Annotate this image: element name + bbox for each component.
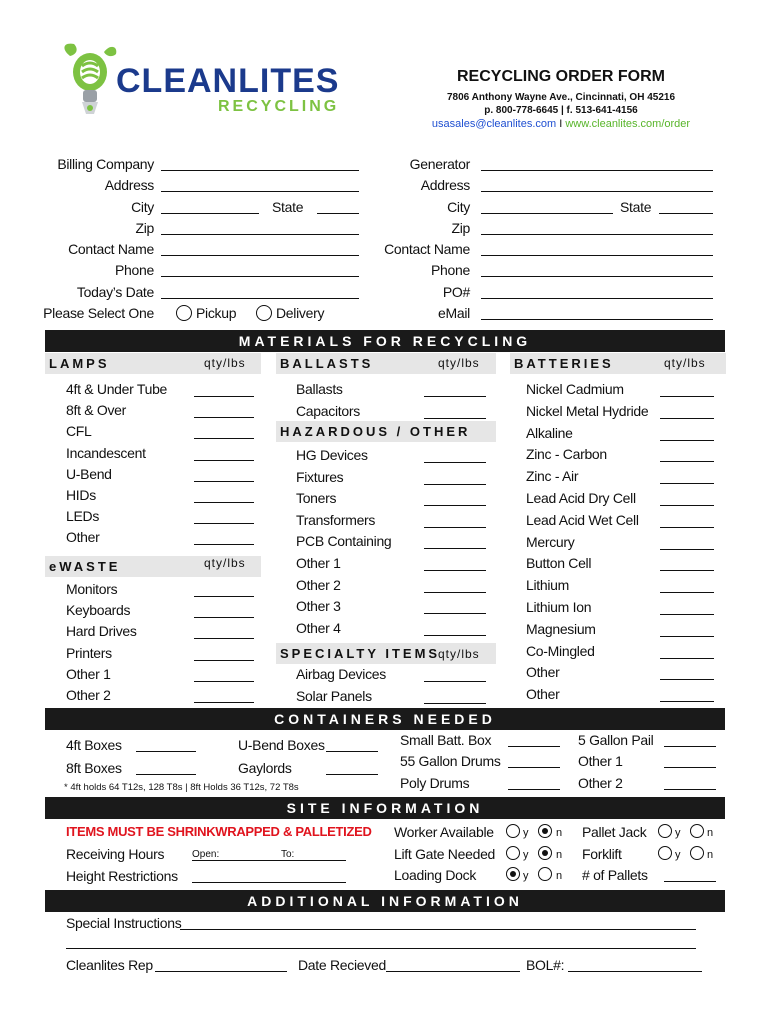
drums-55-label: 55 Gallon Drums xyxy=(400,753,501,769)
worker-yes-label: y xyxy=(523,827,529,839)
specialty-qty-field[interactable] xyxy=(424,681,486,682)
batteries-qty-field[interactable] xyxy=(660,636,714,637)
batteries-item-label: Other xyxy=(526,686,560,703)
batteries-qty-field[interactable] xyxy=(660,658,714,659)
pickup-radio[interactable] xyxy=(176,305,192,321)
height-restrictions-label: Height Restrictions xyxy=(66,868,178,884)
small-batt-box-field[interactable] xyxy=(508,746,560,747)
lift-gate-label: Lift Gate Needed xyxy=(394,846,496,862)
container-other2-label: Other 2 xyxy=(578,775,623,791)
containers-bar: CONTAINERS NEEDED xyxy=(45,708,725,730)
pallet-jack-no[interactable] xyxy=(690,824,704,838)
lamps-qty-label: qty/lbs xyxy=(204,356,246,370)
pallet-jack-label: Pallet Jack xyxy=(582,824,647,840)
batteries-item-label: Lithium xyxy=(526,577,570,594)
drums-55-field[interactable] xyxy=(508,767,560,768)
generator-city-field[interactable] xyxy=(481,213,613,214)
generator-zip-field[interactable] xyxy=(481,234,713,235)
batteries-item-label: Lead Acid Dry Cell xyxy=(526,490,636,506)
hazardous-qty-field[interactable] xyxy=(424,462,486,463)
receiving-hours-field[interactable] xyxy=(192,860,346,861)
ewaste-qty-label: qty/lbs xyxy=(204,556,246,570)
ewaste-item-label: Other 2 xyxy=(66,687,111,703)
lamps-qty-field[interactable] xyxy=(194,417,254,418)
generator-contact-label: Contact Name xyxy=(384,241,470,257)
loading-dock-no[interactable] xyxy=(538,867,552,881)
date-received-label: Date Recieved xyxy=(298,957,386,973)
form-title: RECYCLING ORDER FORM xyxy=(457,68,665,85)
ewaste-item-label: Printers xyxy=(66,644,112,661)
ewaste-qty-field[interactable] xyxy=(194,596,254,597)
batteries-item-label: Alkaline xyxy=(526,424,573,441)
please-select-label: Please Select One xyxy=(43,305,154,321)
forklift-no[interactable] xyxy=(690,846,704,860)
loading-dock-label: Loading Dock xyxy=(394,867,477,883)
generator-field[interactable] xyxy=(481,170,713,171)
lift-gate-yes[interactable] xyxy=(506,846,520,860)
worker-no-label: n xyxy=(556,827,563,839)
cleanlites-rep-label: Cleanlites Rep xyxy=(66,957,153,973)
ballasts-qty-field[interactable] xyxy=(424,396,486,397)
site-bar: SITE INFORMATION xyxy=(45,797,725,819)
ballasts-qty-field[interactable] xyxy=(424,418,486,419)
batteries-item-label: Magnesium xyxy=(526,620,596,637)
batteries-qty-field[interactable] xyxy=(660,549,714,550)
worker-available-no[interactable] xyxy=(538,824,552,838)
bol-label: BOL#: xyxy=(526,957,565,973)
container-other1-label: Other 1 xyxy=(578,753,623,769)
billing-address-label: Address xyxy=(104,177,154,193)
ballasts-item-label: Ballasts xyxy=(296,381,343,397)
ewaste-qty-field[interactable] xyxy=(194,638,254,639)
hazardous-item-label: HG Devices xyxy=(296,447,368,463)
email-link[interactable]: usasales@cleanlites.com xyxy=(431,118,557,130)
shrinkwrap-warning: ITEMS MUST BE SHRINKWRAPPED & PALLETIZED xyxy=(66,824,372,839)
specialty-qty-field[interactable] xyxy=(424,703,486,704)
billing-contact-label: Contact Name xyxy=(68,241,154,257)
lamps-item-label: 8ft & Over xyxy=(66,402,127,419)
email-label: eMail xyxy=(438,305,470,321)
ewaste-item-label: Keyboards xyxy=(66,602,131,619)
generator-city-label: City xyxy=(447,199,470,215)
ballasts-header: BALLASTS xyxy=(276,353,496,374)
loading-dock-yes-label: y xyxy=(523,870,529,882)
batteries-qty-field[interactable] xyxy=(660,418,714,419)
lamps-item-label: CFL xyxy=(66,423,92,440)
hazardous-item-label: Transformers xyxy=(296,511,376,528)
batteries-item-label: Zinc - Carbon xyxy=(526,446,607,463)
lamps-qty-field[interactable] xyxy=(194,438,254,439)
ewaste-item-label: Other 1 xyxy=(66,665,111,682)
lamps-item-label: Incandescent xyxy=(66,444,146,461)
forklift-label: Forklift xyxy=(582,846,622,862)
specialty-header: SPECIALTY ITEMS xyxy=(276,643,496,664)
hazardous-qty-field[interactable] xyxy=(424,635,486,636)
batteries-item-label: Zinc - Air xyxy=(526,468,579,485)
company-phone: p. 800-778-6645 | f. 513-641-4156 xyxy=(484,105,638,116)
hazardous-item-label: Fixtures xyxy=(296,468,344,485)
worker-available-yes[interactable] xyxy=(506,824,520,838)
website-link[interactable]: www.cleanlites.com/order xyxy=(565,118,691,130)
ewaste-item-label: Hard Drives xyxy=(66,623,137,640)
lift-gate-no[interactable] xyxy=(538,846,552,860)
bol-field[interactable] xyxy=(568,971,702,972)
generator-address-label: Address xyxy=(420,177,470,193)
gaylords-label: Gaylords xyxy=(238,760,292,776)
small-batt-box-label: Small Batt. Box xyxy=(400,732,492,748)
batteries-item-label: Button Cell xyxy=(526,555,592,572)
batteries-qty-field[interactable] xyxy=(660,396,714,397)
batteries-qty-field[interactable] xyxy=(660,461,714,462)
batteries-qty-field[interactable] xyxy=(660,679,714,680)
ewaste-qty-field[interactable] xyxy=(194,702,254,703)
batteries-qty-field[interactable] xyxy=(660,505,714,506)
receiving-hours-label: Receiving Hours xyxy=(66,846,165,862)
hazardous-item-label: Other 2 xyxy=(296,576,341,593)
specialty-item-label: Airbag Devices xyxy=(296,666,386,682)
box-4ft-field[interactable] xyxy=(136,751,196,752)
hazardous-item-label: Other 3 xyxy=(296,598,341,615)
billing-zip-label: Zip xyxy=(135,220,154,236)
batteries-qty-field[interactable] xyxy=(660,570,714,571)
bulb-leaf-icon xyxy=(60,42,120,118)
special-instructions-field-2[interactable] xyxy=(66,948,696,949)
ubend-boxes-field[interactable] xyxy=(326,751,378,752)
hazardous-qty-field[interactable] xyxy=(424,613,486,614)
special-instructions-field[interactable] xyxy=(180,929,696,930)
lamps-item-label: Other xyxy=(66,529,100,546)
generator-phone-label: Phone xyxy=(431,262,470,278)
batteries-item-label: Co-Mingled xyxy=(526,642,595,659)
ewaste-qty-field[interactable] xyxy=(194,617,254,618)
to-label: To: xyxy=(281,849,295,860)
batteries-qty-field[interactable] xyxy=(660,527,714,528)
billing-phone-label: Phone xyxy=(115,262,154,278)
pallets-count-label: # of Pallets xyxy=(582,867,648,883)
hazardous-qty-field[interactable] xyxy=(424,570,486,571)
batteries-qty-field[interactable] xyxy=(660,592,714,593)
ewaste-header: eWASTE xyxy=(45,556,261,577)
batteries-item-label: Other xyxy=(526,664,560,681)
hazardous-qty-field[interactable] xyxy=(424,527,486,528)
billing-city-field[interactable] xyxy=(161,213,259,214)
ubend-boxes-label: U-Bend Boxes xyxy=(238,737,325,753)
billing-company-field[interactable] xyxy=(161,170,359,171)
logo-bottom-text: RECYCLING xyxy=(218,98,340,115)
hazardous-qty-field[interactable] xyxy=(424,484,486,485)
contact-links xyxy=(410,118,712,130)
link-separator: I xyxy=(556,118,566,130)
lamps-qty-field[interactable] xyxy=(194,523,254,524)
loading-dock-yes[interactable] xyxy=(506,867,520,881)
batteries-qty-label: qty/lbs xyxy=(664,356,706,370)
open-label: Open: xyxy=(192,849,220,860)
billing-address-field[interactable] xyxy=(161,191,359,192)
batteries-item-label: Lithium Ion xyxy=(526,599,592,615)
hazardous-qty-field[interactable] xyxy=(424,505,486,506)
container-other1-field[interactable] xyxy=(664,767,716,768)
hazardous-header: HAZARDOUS / OTHER xyxy=(276,421,496,442)
pallet-jack-no-label: n xyxy=(707,827,714,839)
poly-drums-label: Poly Drums xyxy=(400,775,470,791)
gaylords-field[interactable] xyxy=(326,774,378,775)
cleanlites-rep-field[interactable] xyxy=(155,971,287,972)
ewaste-qty-field[interactable] xyxy=(194,660,254,661)
po-label: PO# xyxy=(442,284,470,300)
batteries-item-label: Mercury xyxy=(526,533,575,550)
batteries-item-label: Nickel Metal Hydride xyxy=(526,402,649,419)
ballasts-qty-label: qty/lbs xyxy=(438,356,480,370)
container-note: * 4ft holds 64 T12s, 128 T8s | 8ft Holds 36 T12s, 72 T8s xyxy=(64,782,299,793)
generator-address-field[interactable] xyxy=(481,191,713,192)
worker-available-label: Worker Available xyxy=(394,824,494,840)
specialty-item-label: Solar Panels xyxy=(296,688,372,704)
hazardous-qty-field[interactable] xyxy=(424,548,486,549)
forklift-no-label: n xyxy=(707,849,714,861)
generator-zip-label: Zip xyxy=(451,220,470,236)
poly-drums-field[interactable] xyxy=(508,789,560,790)
ballasts-item-label: Capacitors xyxy=(296,402,360,419)
lamps-item-label: 4ft & Under Tube xyxy=(66,381,168,397)
generator-contact-field[interactable] xyxy=(481,255,713,256)
forklift-yes[interactable] xyxy=(658,846,672,860)
billing-company-label: Billing Company xyxy=(57,156,154,172)
pallet-jack-yes-label: y xyxy=(675,827,681,839)
pallet-jack-yes[interactable] xyxy=(658,824,672,838)
hazardous-item-label: Other 4 xyxy=(296,619,341,636)
lamps-qty-field[interactable] xyxy=(194,460,254,461)
lamps-item-label: HIDs xyxy=(66,487,96,503)
generator-state-field[interactable] xyxy=(659,213,713,214)
billing-contact-field[interactable] xyxy=(161,255,359,256)
height-restrictions-field[interactable] xyxy=(192,882,346,883)
lamps-qty-field[interactable] xyxy=(194,544,254,545)
forklift-yes-label: y xyxy=(675,849,681,861)
special-instructions-label: Special Instructions xyxy=(66,915,182,931)
batteries-header: BATTERIES xyxy=(510,353,726,374)
lift-gate-no-label: n xyxy=(556,849,563,861)
additional-bar: ADDITIONAL INFORMATION xyxy=(45,890,725,912)
company-address: 7806 Anthony Wayne Ave., Cincinnati, OH 45216 xyxy=(446,92,676,103)
lamps-header: LAMPS xyxy=(45,353,261,374)
lift-gate-yes-label: y xyxy=(523,849,529,861)
pail-5-label: 5 Gallon Pail xyxy=(578,732,654,748)
box-4ft-label: 4ft Boxes xyxy=(66,737,122,753)
ewaste-qty-field[interactable] xyxy=(194,681,254,682)
batteries-qty-field[interactable] xyxy=(660,614,714,615)
lamps-qty-field[interactable] xyxy=(194,502,254,503)
delivery-label: Delivery xyxy=(276,305,325,321)
date-received-field[interactable] xyxy=(386,971,520,972)
todays-date-field[interactable] xyxy=(161,298,359,299)
po-field[interactable] xyxy=(481,298,713,299)
pallets-count-field[interactable] xyxy=(664,881,716,882)
lamps-item-label: U-Bend xyxy=(66,465,112,482)
generator-phone-field[interactable] xyxy=(481,276,713,277)
billing-phone-field[interactable] xyxy=(161,276,359,277)
hazardous-item-label: Other 1 xyxy=(296,555,341,571)
delivery-radio[interactable] xyxy=(256,305,272,321)
batteries-qty-field[interactable] xyxy=(660,701,714,702)
email-field[interactable] xyxy=(481,319,713,320)
pickup-label: Pickup xyxy=(196,305,237,321)
pail-5-field[interactable] xyxy=(664,746,716,747)
billing-state-field[interactable] xyxy=(317,213,359,214)
logo xyxy=(60,40,360,120)
batteries-item-label: Lead Acid Wet Cell xyxy=(526,511,639,528)
materials-bar: MATERIALS FOR RECYCLING xyxy=(45,330,725,352)
billing-zip-field[interactable] xyxy=(161,234,359,235)
container-other2-field[interactable] xyxy=(664,789,716,790)
batteries-qty-field[interactable] xyxy=(660,440,714,441)
loading-dock-no-label: n xyxy=(556,870,563,882)
hazardous-item-label: PCB Containing xyxy=(296,533,392,550)
box-8ft-label: 8ft Boxes xyxy=(66,760,122,776)
billing-city-label: City xyxy=(131,199,154,215)
generator-state-label: State xyxy=(620,199,652,215)
ewaste-item-label: Monitors xyxy=(66,581,118,597)
lamps-qty-field[interactable] xyxy=(194,481,254,482)
lamps-qty-field[interactable] xyxy=(194,396,254,397)
batteries-qty-field[interactable] xyxy=(660,483,714,484)
box-8ft-field[interactable] xyxy=(136,774,196,775)
generator-label: Generator xyxy=(409,156,470,172)
hazardous-item-label: Toners xyxy=(296,490,337,507)
billing-state-label: State xyxy=(272,199,304,215)
todays-date-label: Today’s Date xyxy=(76,284,154,300)
logo-top-text: CLEANLITES xyxy=(116,62,340,100)
specialty-qty-label: qty/lbs xyxy=(438,647,480,661)
lamps-item-label: LEDs xyxy=(66,508,100,525)
batteries-item-label: Nickel Cadmium xyxy=(526,381,624,397)
hazardous-qty-field[interactable] xyxy=(424,592,486,593)
